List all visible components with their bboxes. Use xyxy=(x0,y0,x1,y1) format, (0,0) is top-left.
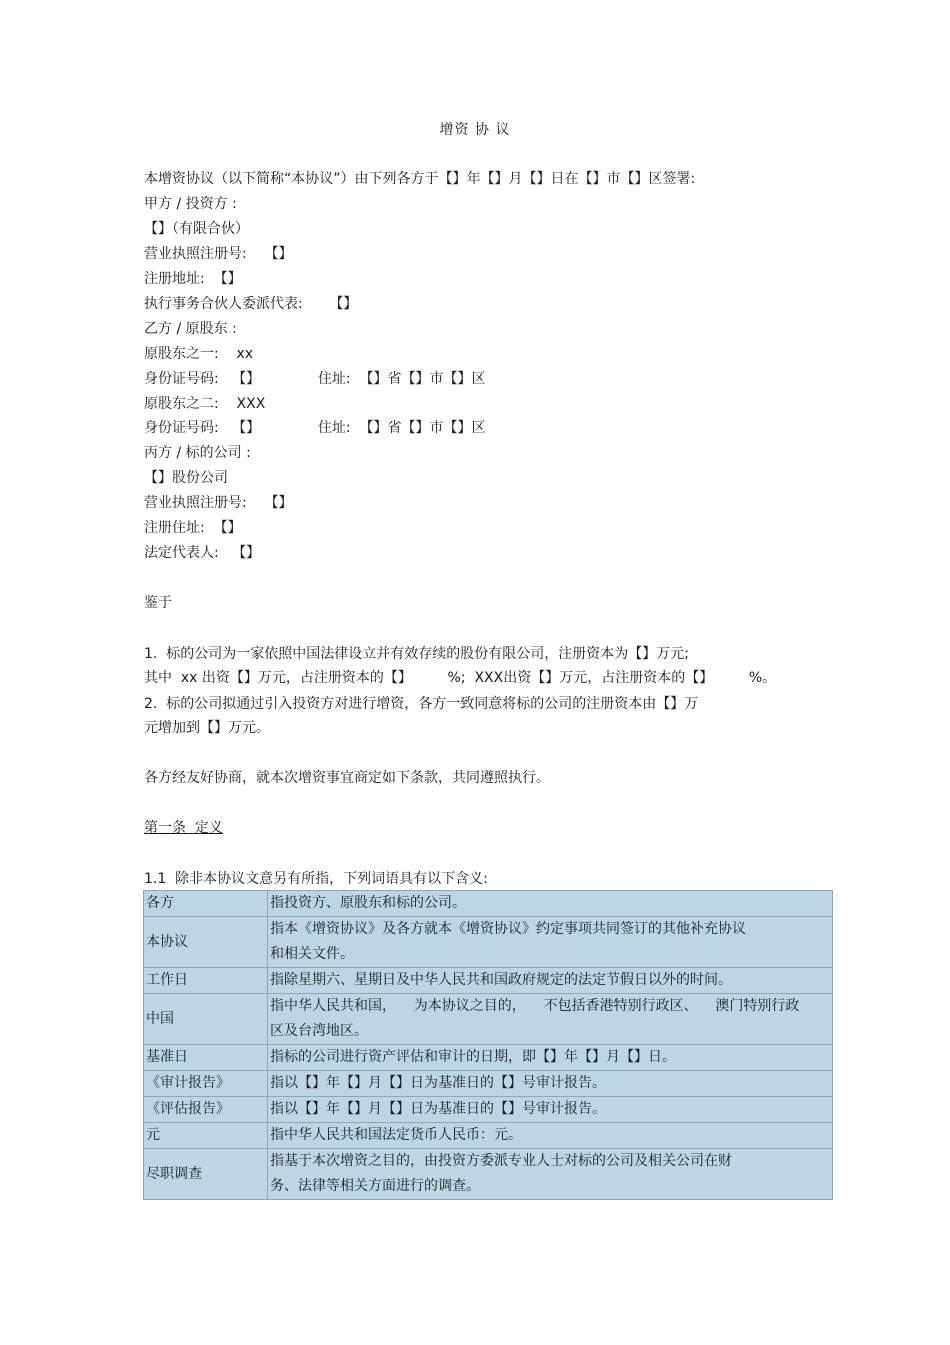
definition-text xyxy=(268,917,833,968)
definition-row xyxy=(144,917,833,968)
definition-text xyxy=(268,1045,833,1071)
definition-text xyxy=(268,994,833,1045)
definition-text xyxy=(268,1149,833,1200)
definition-line: 指投资方、原股东和标的公司。 xyxy=(270,895,466,911)
definition-line: 指除星期六、星期日及中华人民共和国政府规定的法定节假日以外的时间。 xyxy=(270,972,732,988)
definition-line: 和相关文件。 xyxy=(270,946,354,962)
party-c-address: 注册住址: 【】 xyxy=(144,520,242,536)
shareholder2-name: 原股东之二: XXX xyxy=(144,396,266,412)
shareholder1-name: 原股东之一: xx xyxy=(144,346,254,362)
definition-row xyxy=(144,968,833,994)
definition-term: 《评估报告》 xyxy=(144,1097,268,1123)
definition-row xyxy=(144,1123,833,1149)
definition-term: 基准日 xyxy=(144,1045,268,1071)
definition-line: 指以【】年【】月【】日为基准日的【】号审计报告。 xyxy=(270,1075,606,1091)
definition-text xyxy=(268,1097,833,1123)
article-1-heading: 第一条 定义 xyxy=(144,820,223,836)
party-c-name: 【】股份公司 xyxy=(144,470,228,486)
party-a-representative: 执行事务合伙人委派代表: 【】 xyxy=(144,296,358,312)
party-c-heading: 丙方 / 标的公司 : xyxy=(144,445,251,461)
party-a-name: 【】（有限合伙） xyxy=(144,221,249,237)
recital-2-line1: 2. 标的公司拟通过引入投资方对进行增资，各方一致同意将标的公司的注册资本由【】万 xyxy=(144,696,699,712)
definition-term: 各方 xyxy=(144,891,268,917)
definition-line: 指中华人民共和国法定货币人民币：元。 xyxy=(270,1127,522,1143)
clause-1-1: 1.1 除非本协议文意另有所指，下列词语具有以下含义: xyxy=(144,871,488,887)
definition-term: 工作日 xyxy=(144,968,268,994)
party-b-heading: 乙方 / 原股东 : xyxy=(144,321,237,337)
definition-row xyxy=(144,891,833,917)
party-c-reg-no: 营业执照注册号: 【】 xyxy=(144,495,293,511)
definition-text xyxy=(268,1071,833,1097)
definition-text xyxy=(268,891,833,917)
party-a-heading: 甲方 / 投资方 : xyxy=(144,196,237,212)
recital-2-line2: 元增加到【】万元。 xyxy=(144,720,270,736)
definition-line: 指中华人民共和国， 为本协议之目的， 不包括香港特别行政区、 澳门特别行政 xyxy=(270,998,800,1014)
whereas-heading: 鉴于 xyxy=(144,595,172,611)
party-a-address: 注册地址: 【】 xyxy=(144,271,242,287)
document-title: 增资 协 议 xyxy=(439,122,511,138)
definition-row xyxy=(144,994,833,1045)
definition-row xyxy=(144,1149,833,1200)
recital-1-line2: 其中 xx 出资【】万元，占注册资本的【】 %; XXX出资【】万元，占注册资本的【】 %。 xyxy=(144,670,777,686)
agreement-statement: 各方经友好协商，就本次增资事宜商定如下条款，共同遵照执行。 xyxy=(144,770,550,786)
definition-line: 务、法律等相关方面进行的调查。 xyxy=(270,1178,480,1194)
definition-line: 指本《增资协议》及各方就本《增资协议》约定事项共同签订的其他补充协议 xyxy=(270,921,746,937)
definition-line: 区及台湾地区。 xyxy=(270,1023,368,1039)
shareholder1-id: 身份证号码: 【】 住址: 【】省【】市【】区 xyxy=(144,371,486,387)
definition-line: 指基于本次增资之目的，由投资方委派专业人士对标的公司及相关公司在财 xyxy=(270,1153,732,1169)
definition-term: 尽职调查 xyxy=(144,1149,268,1200)
definition-row xyxy=(144,1097,833,1123)
definition-line: 指以【】年【】月【】日为基准日的【】号审计报告。 xyxy=(270,1101,606,1117)
party-c-legal-rep: 法定代表人: 【】 xyxy=(144,545,261,561)
party-a-reg-no: 营业执照注册号: 【】 xyxy=(144,246,293,262)
definition-text xyxy=(268,1123,833,1149)
definition-term: 本协议 xyxy=(144,917,268,968)
definition-text xyxy=(268,968,833,994)
definition-term: 中国 xyxy=(144,994,268,1045)
preamble: 本增资协议（以下简称“本协议”）由下列各方于【】年【】月【】日在【】市【】区签署: xyxy=(144,171,696,187)
definition-line: 指标的公司进行资产评估和审计的日期，即【】年【】月【】日。 xyxy=(270,1049,676,1065)
definition-row xyxy=(144,1045,833,1071)
definition-term: 元 xyxy=(144,1123,268,1149)
definition-term: 《审计报告》 xyxy=(144,1071,268,1097)
definition-row xyxy=(144,1071,833,1097)
definitions-table xyxy=(143,890,833,1200)
shareholder2-id: 身份证号码: 【】 住址: 【】省【】市【】区 xyxy=(144,420,486,436)
recital-1-line1: 1. 标的公司为一家依照中国法律设立并有效存续的股份有限公司，注册资本为【】万元; xyxy=(144,646,689,662)
